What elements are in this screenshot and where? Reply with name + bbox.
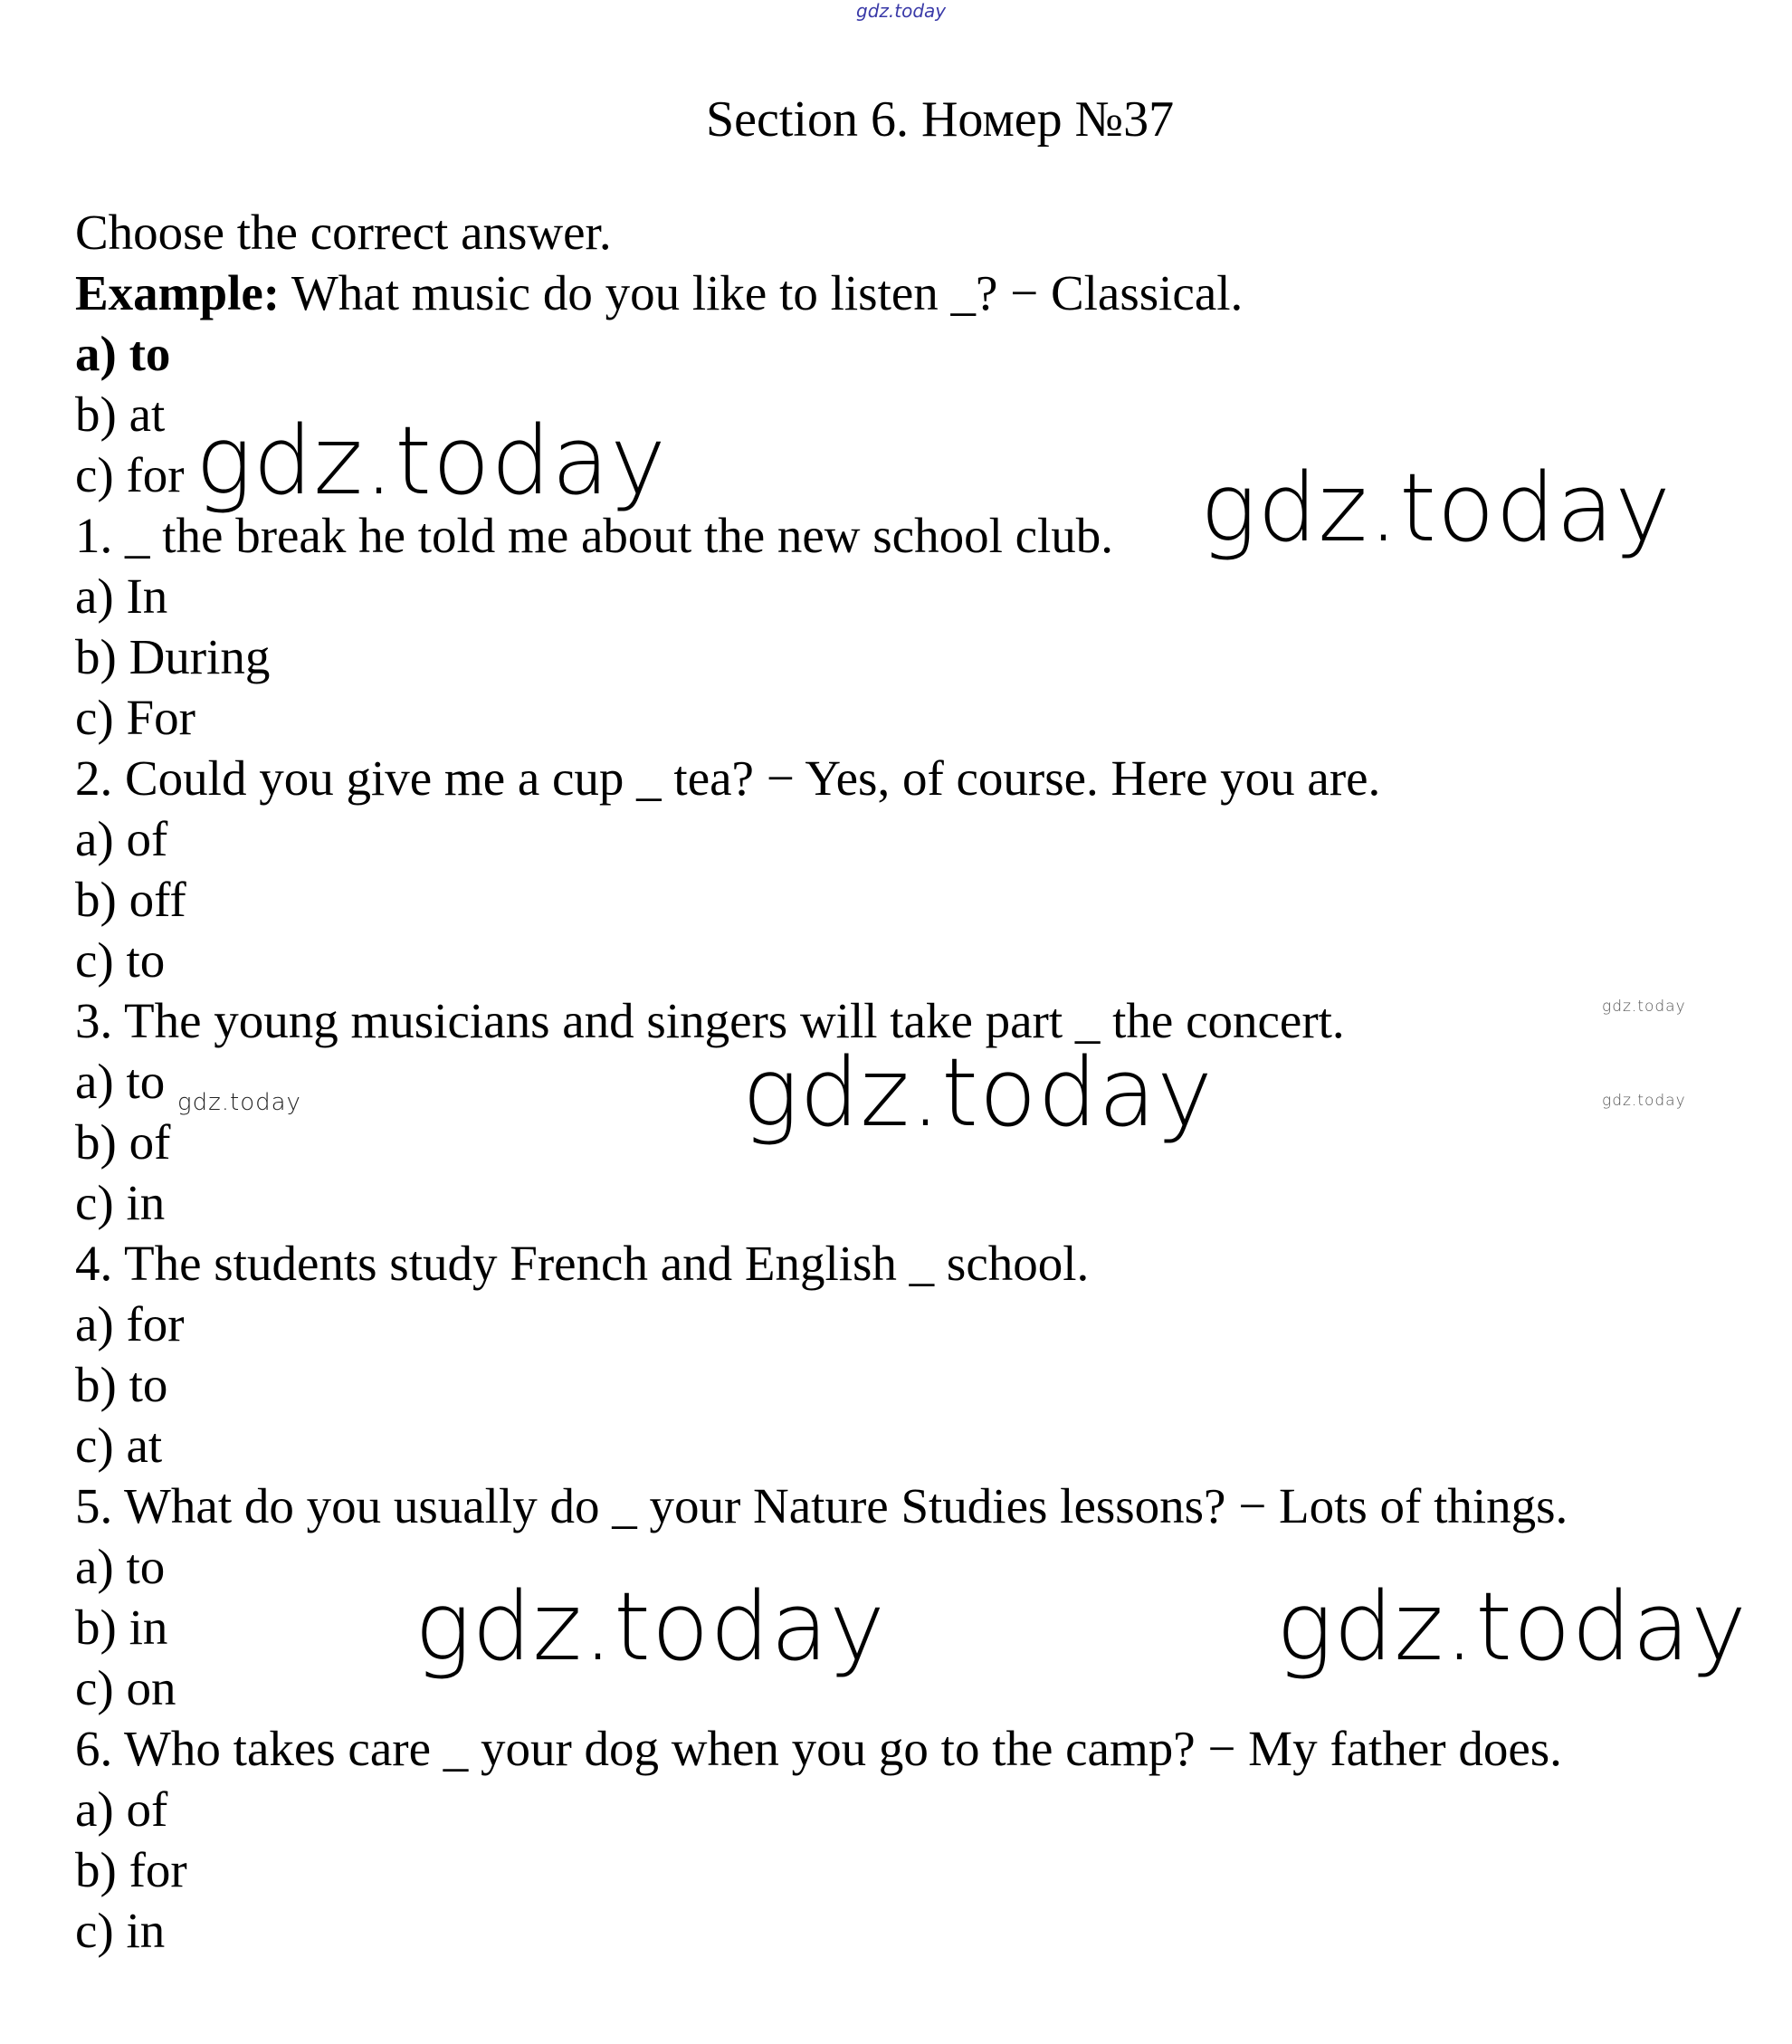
question-3-option-c: c) in bbox=[75, 1175, 166, 1230]
example-label: Example: bbox=[75, 265, 281, 320]
example-line bbox=[75, 263, 1243, 323]
question-4-option-a: a) for bbox=[75, 1296, 185, 1352]
question-1-option-c: c) For bbox=[75, 690, 195, 745]
question-5-option-a: a) to bbox=[75, 1539, 166, 1594]
watermark-text: gdz.today bbox=[1602, 1092, 1686, 1110]
page-title: Section 6. Номер №37 bbox=[706, 91, 1175, 148]
question-5-option-c: c) on bbox=[75, 1660, 176, 1715]
instruction: Choose the correct answer. bbox=[75, 205, 612, 260]
question-5: 5. What do you usually do _ your Nature Studies lessons? − Lots of things. bbox=[75, 1478, 1568, 1533]
watermark-text: gdz.today bbox=[1200, 453, 1672, 563]
question-6-option-a: a) of bbox=[75, 1781, 168, 1837]
question-4: 4. The students study French and English _ school. bbox=[75, 1236, 1090, 1291]
question-5-option-b: b) in bbox=[75, 1600, 168, 1655]
watermark-text: gdz.today bbox=[195, 406, 667, 516]
watermark-text: gdz.today bbox=[1602, 998, 1686, 1016]
watermark-text: gdz.today bbox=[415, 1571, 886, 1682]
example-option-a: a) to bbox=[75, 326, 171, 381]
question-6-option-c: c) in bbox=[75, 1903, 166, 1958]
example-question: What music do you like to listen _? − Classical. bbox=[280, 265, 1244, 320]
question-6-option-b: b) for bbox=[75, 1842, 187, 1897]
question-1-option-b: b) During bbox=[75, 629, 271, 684]
question-3: 3. The young musicians and singers will take part _ the concert. bbox=[75, 993, 1345, 1048]
example-option-c: c) for bbox=[75, 447, 185, 502]
question-4-option-c: c) at bbox=[75, 1418, 163, 1473]
question-2-option-c: c) to bbox=[75, 932, 166, 988]
watermark-text: gdz.today bbox=[1276, 1571, 1748, 1682]
question-1-option-a: a) In bbox=[75, 568, 168, 624]
example-option-b: b) at bbox=[75, 387, 166, 442]
question-2-option-b: b) off bbox=[75, 872, 186, 927]
watermark-text: gdz.today bbox=[742, 1037, 1214, 1148]
watermark-top: gdz.today bbox=[856, 0, 947, 22]
question-4-option-b: b) to bbox=[75, 1357, 168, 1412]
question-6: 6. Who takes care _ your dog when you go to the camp? − My father does. bbox=[75, 1721, 1562, 1776]
question-2-option-a: a) of bbox=[75, 811, 168, 866]
question-1: 1. _ the break he told me about the new school club. bbox=[75, 508, 1114, 563]
question-3-option-a: a) to bbox=[75, 1054, 166, 1109]
question-3-option-b: b) of bbox=[75, 1114, 171, 1170]
question-2: 2. Could you give me a cup _ tea? − Yes, of course. Here you are. bbox=[75, 750, 1381, 806]
watermark-text: gdz.today bbox=[177, 1089, 301, 1116]
